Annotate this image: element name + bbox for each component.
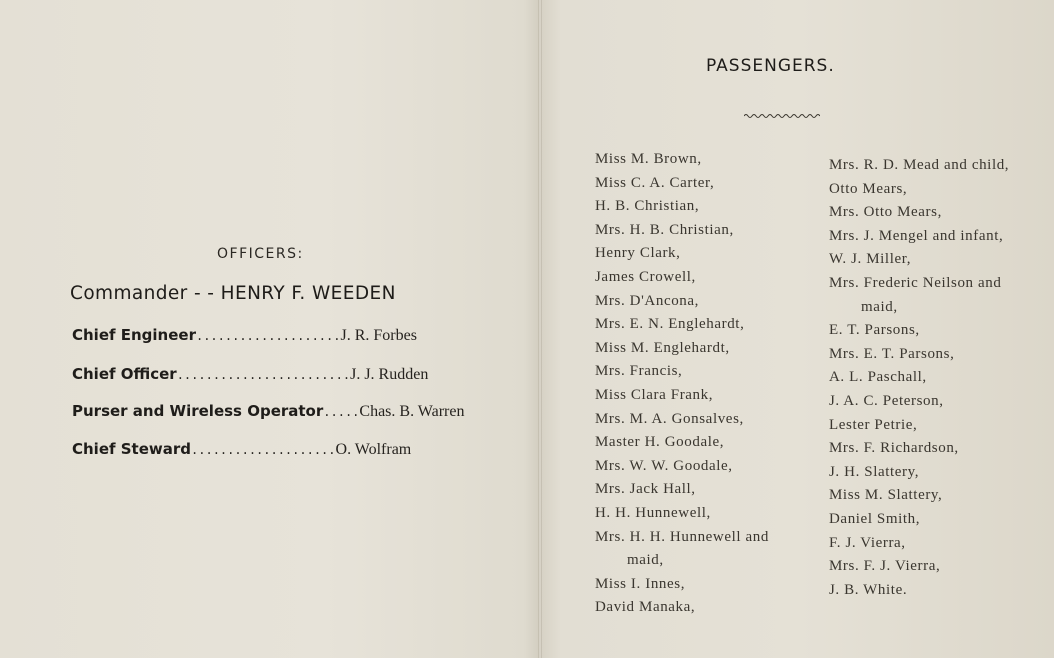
list-item: J. B. White. bbox=[829, 581, 908, 598]
list-item: David Manaka, bbox=[595, 599, 696, 616]
list-item: Mrs. Otto Mears, bbox=[829, 204, 942, 221]
list-item: Mrs. R. D. Mead and child, bbox=[829, 157, 1010, 173]
list-item: Mrs. D'Ancona, bbox=[595, 292, 700, 309]
list-item: Mrs. W. W. Goodale, bbox=[595, 457, 733, 474]
officers-heading: OFFICERS: bbox=[217, 246, 304, 262]
list-item: Henry Clark, bbox=[595, 245, 681, 262]
list-item: James Crowell, bbox=[595, 268, 696, 285]
commander-line bbox=[70, 283, 396, 304]
officer-row-purser bbox=[72, 402, 464, 421]
list-item: Mrs. Jack Hall, bbox=[595, 481, 696, 498]
passenger-column-left bbox=[595, 148, 769, 620]
list-item: Lester Petrie, bbox=[829, 416, 918, 433]
list-item-continuation: maid, bbox=[627, 552, 664, 569]
list-item: Mrs. H. B. Christian, bbox=[595, 221, 734, 238]
officer-row-chief-steward bbox=[72, 440, 411, 459]
list-item: H. B. Christian, bbox=[595, 198, 700, 215]
passengers-heading: PASSENGERS. bbox=[706, 56, 835, 76]
dot-leader: .................... bbox=[191, 443, 336, 457]
officer-name: J. R. Forbes bbox=[340, 327, 417, 344]
list-item: Daniel Smith, bbox=[829, 510, 921, 527]
list-item: Mrs. F. J. Vierra, bbox=[829, 558, 941, 575]
officer-title: Purser and Wireless Operator bbox=[72, 402, 324, 420]
dot-leader: ........................ bbox=[176, 368, 351, 382]
list-item: H. H. Hunnewell, bbox=[595, 504, 711, 521]
list-item: A. L. Paschall, bbox=[829, 369, 927, 386]
officer-row-chief-engineer bbox=[72, 326, 417, 345]
dot-leader: .................... bbox=[195, 329, 341, 343]
dot-leader: ..... bbox=[323, 405, 360, 419]
officer-row-chief-officer bbox=[72, 365, 428, 384]
officer-name: O. Wolfram bbox=[335, 441, 412, 458]
list-item: Mrs. E. N. Englehardt, bbox=[595, 316, 745, 333]
list-item: Mrs. Frederic Neilson and bbox=[829, 274, 1002, 291]
list-item: F. J. Vierra, bbox=[829, 534, 906, 551]
list-item: Miss M. Englehardt, bbox=[595, 339, 730, 356]
page-fold bbox=[538, 0, 542, 658]
list-item: Miss Clara Frank, bbox=[595, 386, 714, 403]
list-item: Mrs. J. Mengel and infant, bbox=[829, 227, 1004, 244]
passenger-column-right bbox=[829, 154, 1009, 602]
list-item: W. J. Miller, bbox=[829, 251, 912, 268]
list-item: Miss M. Brown, bbox=[595, 151, 702, 167]
list-item: Mrs. Francis, bbox=[595, 363, 683, 380]
commander-label: Commander - - bbox=[70, 283, 221, 304]
officer-title: Chief Engineer bbox=[72, 326, 196, 344]
list-item: J. A. C. Peterson, bbox=[829, 392, 944, 409]
list-item-continuation: maid, bbox=[861, 298, 898, 315]
list-item: Miss C. A. Carter, bbox=[595, 174, 715, 191]
commander-name: HENRY F. WEEDEN bbox=[220, 283, 396, 304]
officer-title: Chief Officer bbox=[72, 365, 177, 383]
list-item: E. T. Parsons, bbox=[829, 322, 920, 339]
officer-title: Chief Steward bbox=[72, 440, 192, 458]
list-item: J. H. Slattery, bbox=[829, 463, 920, 480]
list-item: Mrs. E. T. Parsons, bbox=[829, 345, 955, 362]
officer-name: Chas. B. Warren bbox=[359, 403, 465, 420]
list-item: Miss I. Innes, bbox=[595, 575, 686, 592]
list-item: Mrs. M. A. Gonsalves, bbox=[595, 410, 744, 427]
list-item: Otto Mears, bbox=[829, 180, 908, 197]
officer-name: J. J. Rudden bbox=[350, 366, 429, 383]
list-item: Miss M. Slattery, bbox=[829, 487, 943, 504]
wavy-rule-ornament bbox=[744, 111, 820, 119]
list-item: Mrs. F. Richardson, bbox=[829, 440, 959, 457]
list-item: Master H. Goodale, bbox=[595, 434, 725, 451]
list-item: Mrs. H. H. Hunnewell and bbox=[595, 528, 769, 545]
